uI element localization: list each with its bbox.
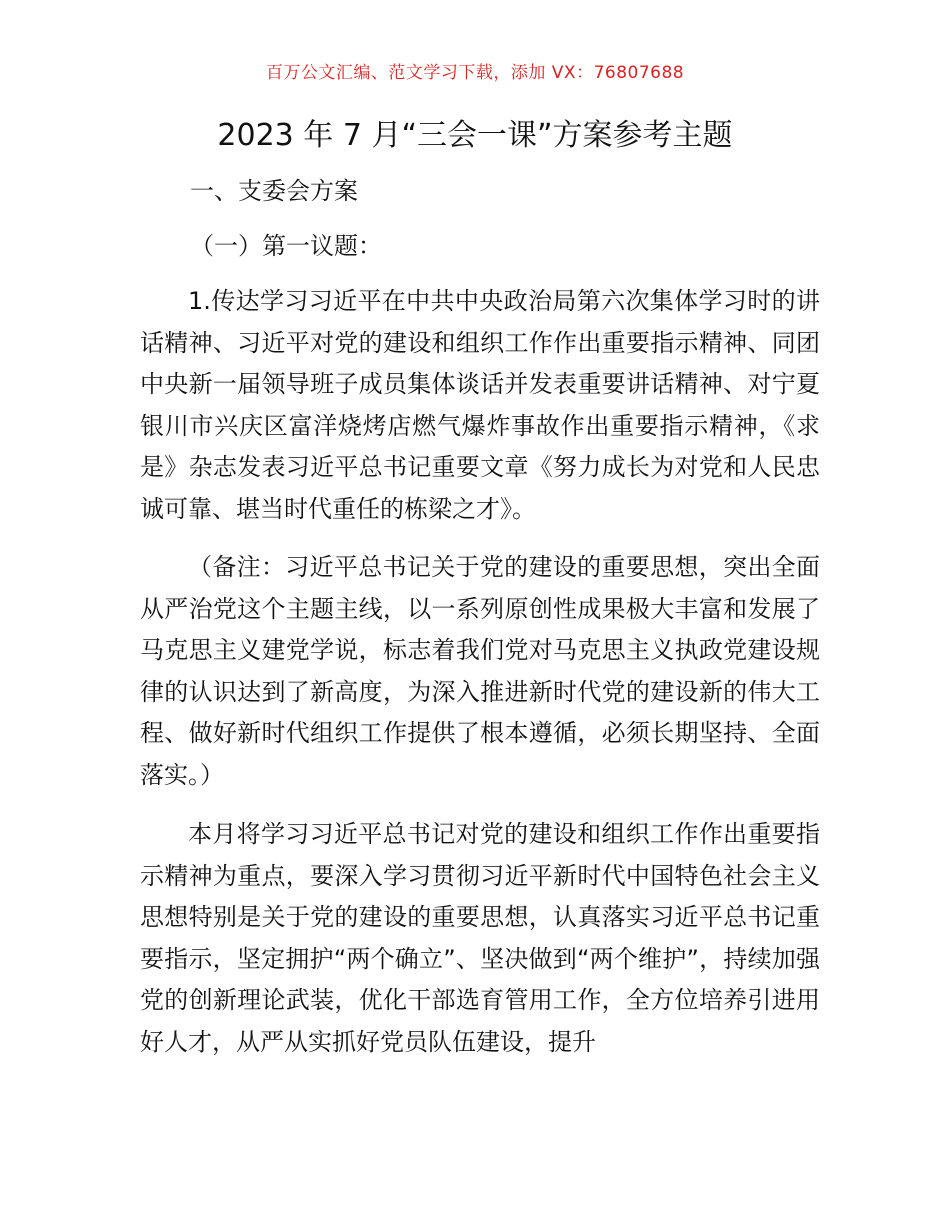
document-title: 2023 年 7 月“三会一课”方案参考主题 (217, 118, 733, 153)
paragraph-monthly-focus: 本月将学习习近平总书记对党的建设和组织工作作出重要指示精神为重点，要深入学习贯彻习近平新时代中国特色社会主义思想特别是关于党的建设的重要思想，认真落实习近平总书记重要指示，坚定拥护“两个确立”、坚决做到“两个维护”，持续加强党的创新理论武装，优化干部选育管用工作，全方位培养引进用好人才，从严从实抓好党员队伍建设，提升 (140, 820, 820, 1056)
section-heading: 一、支委会方案 (190, 177, 358, 205)
paragraph-agenda-item-1: 1.传达学习习近平在中共中央政治局第六次集体学习时的讲话精神、习近平对党的建设和组织工作作出重要指示精神、同团中央新一届领导班子成员集体谈话并发表重要讲话精神、对宁夏银川市兴庆区富洋烧烤店燃气爆炸事故作出重要指示精神，《求是》杂志发表习近平总书记重要文章《努力成长为对党和人民忠诚可靠、堪当时代重任的栋梁之才》。 (140, 287, 820, 523)
paragraph-remark: （备注：习近平总书记关于党的建设的重要思想，突出全面从严治党这个主题主线，以一系列原创性成果极大丰富和发展了马克思主义建党学说，标志着我们党对马克思主义执政党建设规律的认识达到了新高度，为深入推进新时代党的建设新的伟大工程、做好新时代组织工作提供了根本遵循，必须长期坚持、全面落实。） (140, 553, 820, 789)
header-notice: 百万公文汇编、范文学习下载，添加 VX：76807688 (265, 63, 685, 83)
subsection-heading: （一）第一议题： (190, 232, 382, 260)
